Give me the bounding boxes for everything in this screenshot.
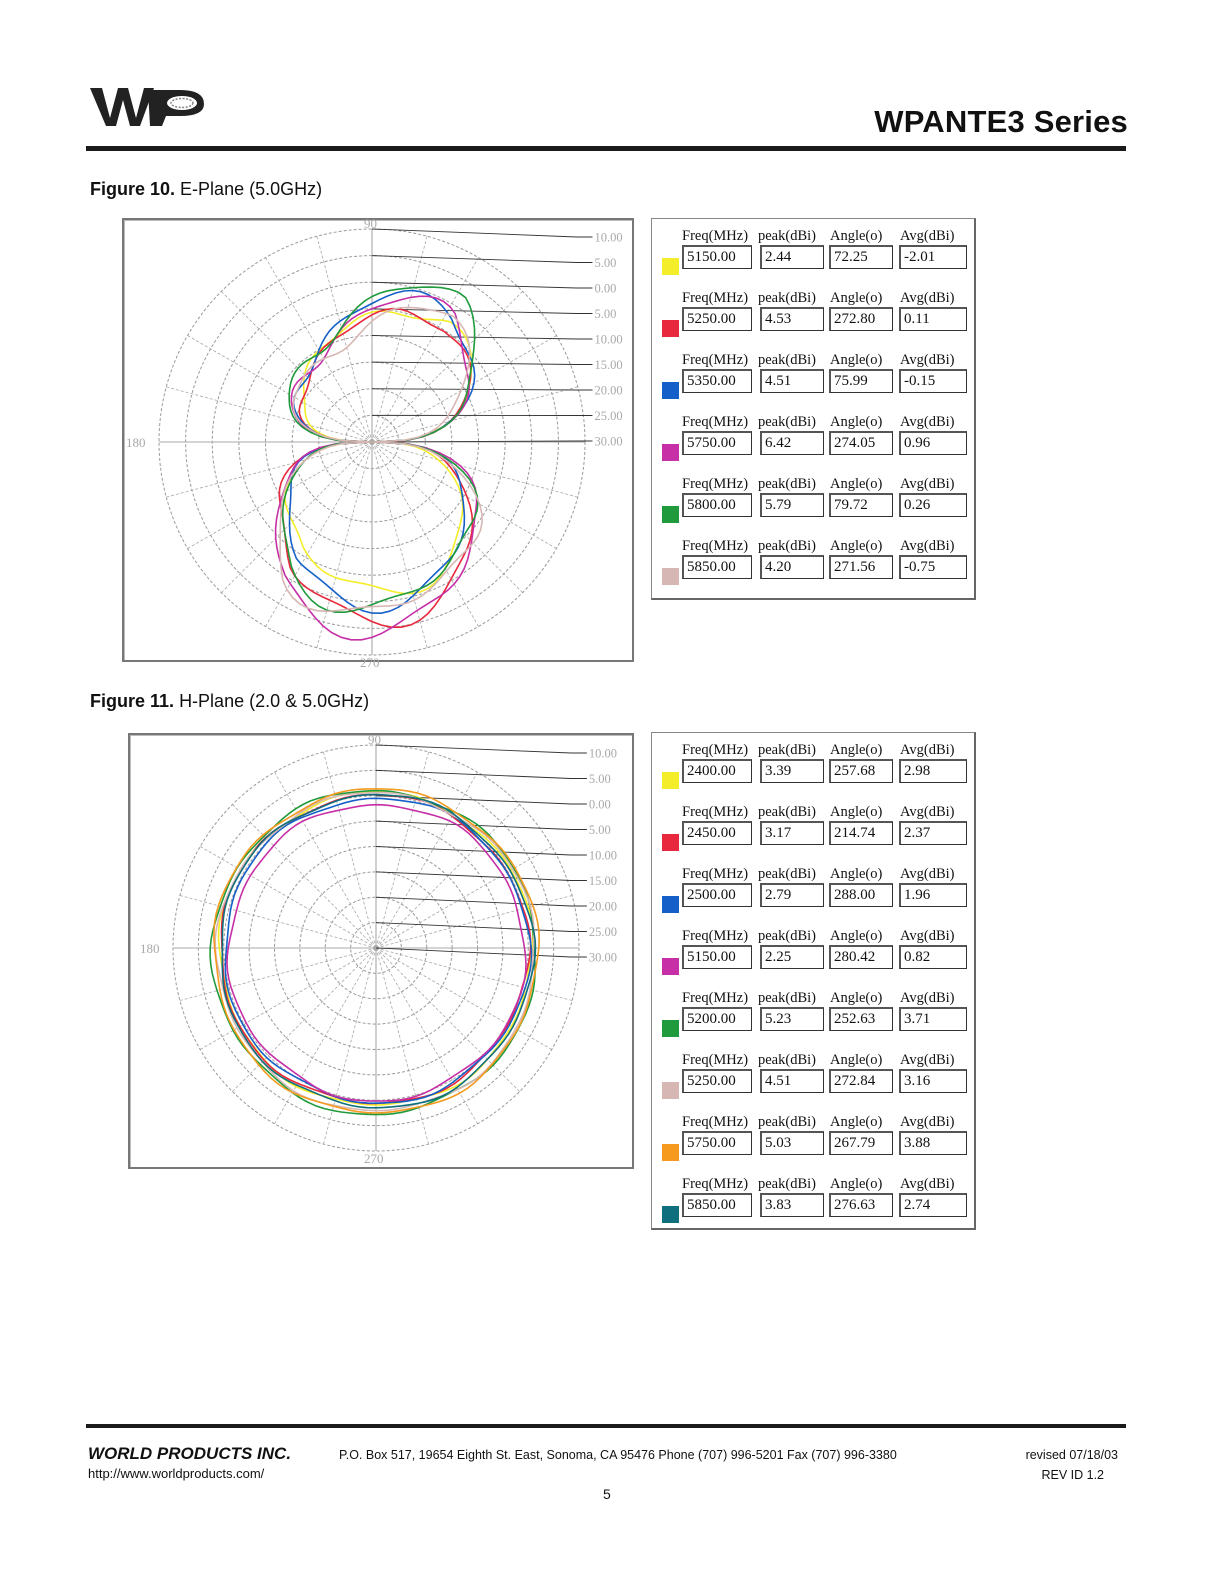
legend-header-peak: peak(dBi) [758,742,816,758]
legend-header-peak: peak(dBi) [758,804,816,820]
legend-header-peak: peak(dBi) [758,414,816,430]
legend-header-avg: Avg(dBi) [900,228,955,244]
grid-spoke [166,442,372,497]
radial-tick-label: 30.00 [588,950,618,965]
grid-spoke [376,752,429,948]
legend-angle-value: 267.79 [829,1131,893,1155]
angle-tick-label: 90 [368,732,381,747]
legend-avg-value: 2.74 [899,1193,967,1217]
legend-header-avg: Avg(dBi) [900,538,955,554]
legend-freq-value: 5350.00 [682,369,752,393]
legend-header-avg: Avg(dBi) [900,1114,955,1130]
legend-angle-value: 288.00 [829,883,893,907]
legend-header-angle: Angle(o) [830,990,883,1006]
legend-header-avg: Avg(dBi) [900,1052,955,1068]
radial-tick-label: 10.00 [594,230,623,245]
legend-color-swatch [662,444,679,461]
legend-header-avg: Avg(dBi) [900,990,955,1006]
legend-header-angle: Angle(o) [830,538,883,554]
legend-avg-value: 0.26 [899,493,967,517]
legend-angle-value: 72.25 [829,245,893,269]
e-plane-polar-grid [126,216,623,670]
e-plane-legend-entry [652,290,974,352]
legend-peak-value: 2.79 [760,883,824,907]
legend-header-peak: peak(dBi) [758,928,816,944]
e-plane-series-group [276,287,483,640]
radial-tick-label: 15.00 [588,874,618,888]
grid-spoke [372,442,427,648]
legend-header-avg: Avg(dBi) [900,866,955,882]
legend-header-angle: Angle(o) [830,928,883,944]
legend-avg-value: -2.01 [899,245,967,269]
legend-avg-value: 2.98 [899,759,967,783]
radial-tick-label: 30.00 [594,434,623,449]
legend-header-avg: Avg(dBi) [900,352,955,368]
legend-freq-value: 5200.00 [682,1007,752,1031]
legend-angle-value: 271.56 [829,555,893,579]
legend-angle-value: 280.42 [829,945,893,969]
h-plane-legend-entry [652,742,974,804]
legend-header-freq: Freq(MHz) [682,228,749,244]
radial-label-leader [372,362,592,364]
company-logo [88,82,206,130]
h-plane-series-2500.00 [225,798,531,1103]
legend-header-avg: Avg(dBi) [900,928,955,944]
legend-header-peak: peak(dBi) [758,538,816,554]
radial-tick-label: 20.00 [594,383,623,398]
legend-avg-value: 2.37 [899,821,967,845]
grid-spoke [376,948,478,1124]
radial-tick-label: 15.00 [594,358,623,372]
e-plane-legend-entry [652,228,974,290]
footer-rev-id: REV ID 1.2 [1041,1468,1104,1482]
legend-header-peak: peak(dBi) [758,1176,816,1192]
legend-peak-value: 2.44 [760,245,824,269]
radial-label-leader [376,770,587,778]
legend-color-swatch [662,1206,679,1223]
page-number: 5 [603,1486,611,1502]
h-plane-legend-entry [652,866,974,928]
grid-spoke [376,847,552,949]
h-plane-legend-entry [652,1052,974,1114]
legend-header-peak: peak(dBi) [758,866,816,882]
legend-avg-value: 0.82 [899,945,967,969]
radial-tick-label: 10.00 [594,332,623,347]
legend-angle-value: 272.84 [829,1069,893,1093]
radial-tick-label: 25.00 [588,925,618,939]
e-plane-legend-entry [652,414,974,476]
figure-11-title: H-Plane (2.0 & 5.0GHz) [179,691,370,711]
legend-freq-value: 5150.00 [682,945,752,969]
legend-header-avg: Avg(dBi) [900,1176,955,1192]
header-rule [86,146,1126,151]
e-plane-legend-entry [652,538,974,600]
radial-label-leader [372,282,592,288]
legend-angle-value: 214.74 [829,821,893,845]
legend-avg-value: -0.75 [899,555,967,579]
legend-color-swatch [662,258,679,275]
h-plane-polar-plot [128,733,634,1169]
legend-color-swatch [662,1144,679,1161]
grid-spoke [372,442,556,549]
angle-tick-label: 180 [126,435,146,450]
legend-header-freq: Freq(MHz) [682,414,749,430]
radial-tick-label: 25.00 [594,409,623,423]
angle-tick-label: 270 [360,655,380,670]
legend-peak-value: 2.25 [760,945,824,969]
h-plane-legend-entry [652,804,974,866]
radial-label-leader [376,745,587,753]
legend-avg-value: 3.71 [899,1007,967,1031]
legend-peak-value: 5.03 [760,1131,824,1155]
legend-header-angle: Angle(o) [830,804,883,820]
legend-header-peak: peak(dBi) [758,476,816,492]
legend-freq-value: 5150.00 [682,245,752,269]
legend-peak-value: 3.83 [760,1193,824,1217]
h-plane-legend [651,732,976,1230]
grid-spoke [188,336,372,443]
legend-color-swatch [662,958,679,975]
series-title: WPANTE3 Series [874,104,1128,139]
radial-tick-label: 5.00 [594,307,617,321]
figure-10-label: Figure 10. [90,179,176,199]
legend-header-angle: Angle(o) [830,476,883,492]
legend-header-angle: Angle(o) [830,352,883,368]
footer-url-link[interactable]: http://www.worldproducts.com/ [88,1466,265,1481]
radial-tick-label: 5.00 [588,823,611,837]
figure-10-caption [90,179,322,200]
legend-peak-value: 4.53 [760,307,824,331]
footer-company: WORLD PRODUCTS INC. [88,1444,292,1463]
angle-tick-label: 270 [364,1151,384,1166]
legend-freq-value: 5750.00 [682,431,752,455]
legend-header-avg: Avg(dBi) [900,804,955,820]
legend-header-avg: Avg(dBi) [900,742,955,758]
legend-header-avg: Avg(dBi) [900,476,955,492]
legend-peak-value: 4.51 [760,369,824,393]
legend-angle-value: 272.80 [829,307,893,331]
radial-tick-label: 10.00 [588,848,618,863]
legend-peak-value: 5.23 [760,1007,824,1031]
e-plane-legend-entry [652,476,974,538]
legend-color-swatch [662,506,679,523]
legend-freq-value: 2400.00 [682,759,752,783]
radial-tick-label: 20.00 [588,899,618,914]
grid-spoke [376,895,572,948]
legend-header-avg: Avg(dBi) [900,414,955,430]
legend-color-swatch [662,834,679,851]
legend-freq-value: 5250.00 [682,307,752,331]
legend-color-swatch [662,382,679,399]
legend-color-swatch [662,772,679,789]
legend-color-swatch [662,568,679,585]
legend-peak-value: 4.20 [760,555,824,579]
footer-address: P.O. Box 517, 19654 Eighth St. East, Sonoma, CA 95476 Phone (707) 996-5201 Fax (707) 996-3380 [339,1448,897,1462]
legend-header-peak: peak(dBi) [758,228,816,244]
legend-angle-value: 257.68 [829,759,893,783]
radial-tick-label: 0.00 [588,797,611,812]
radial-label-leader [372,336,592,340]
radial-label-leader [372,389,592,390]
figure-11-label: Figure 11. [90,691,175,711]
legend-header-angle: Angle(o) [830,228,883,244]
h-plane-legend-entry [652,928,974,990]
footer-revised-date: revised 07/18/03 [1025,1448,1118,1462]
h-plane-series-group [210,789,539,1115]
legend-avg-value: 3.88 [899,1131,967,1155]
legend-peak-value: 3.39 [760,759,824,783]
legend-angle-value: 79.72 [829,493,893,517]
radial-tick-label: 10.00 [588,746,618,761]
figure-10-title: E-Plane (5.0GHz) [180,179,323,199]
radial-tick-label: 5.00 [594,256,617,270]
legend-header-freq: Freq(MHz) [682,352,749,368]
h-plane-legend-entry [652,990,974,1052]
legend-freq-value: 5800.00 [682,493,752,517]
grid-spoke [376,948,520,1092]
grid-spoke [166,387,372,442]
legend-angle-value: 252.63 [829,1007,893,1031]
legend-color-swatch [662,1020,679,1037]
radial-tick-label: 0.00 [594,281,617,296]
legend-angle-value: 274.05 [829,431,893,455]
legend-header-angle: Angle(o) [830,866,883,882]
legend-freq-value: 5850.00 [682,555,752,579]
legend-freq-value: 5850.00 [682,1193,752,1217]
legend-header-angle: Angle(o) [830,290,883,306]
legend-header-freq: Freq(MHz) [682,538,749,554]
legend-header-angle: Angle(o) [830,1052,883,1068]
radial-label-leader [376,897,587,906]
legend-peak-value: 6.42 [760,431,824,455]
grid-spoke [232,804,376,948]
figure-11-caption [90,691,369,712]
legend-avg-value: 0.96 [899,431,967,455]
legend-header-angle: Angle(o) [830,742,883,758]
legend-header-avg: Avg(dBi) [900,290,955,306]
legend-header-peak: peak(dBi) [758,1052,816,1068]
angle-tick-label: 180 [140,941,160,956]
legend-color-swatch [662,896,679,913]
legend-header-freq: Freq(MHz) [682,1052,749,1068]
legend-avg-value: 1.96 [899,883,967,907]
legend-header-freq: Freq(MHz) [682,476,749,492]
legend-angle-value: 276.63 [829,1193,893,1217]
legend-color-swatch [662,320,679,337]
legend-header-peak: peak(dBi) [758,990,816,1006]
grid-spoke [180,895,376,948]
legend-angle-value: 75.99 [829,369,893,393]
legend-avg-value: 0.11 [899,307,967,331]
legend-header-freq: Freq(MHz) [682,866,749,882]
legend-avg-value: 3.16 [899,1069,967,1093]
legend-header-angle: Angle(o) [830,1114,883,1130]
legend-header-peak: peak(dBi) [758,1114,816,1130]
grid-spoke [372,387,578,442]
grid-spoke [372,236,427,442]
legend-header-peak: peak(dBi) [758,352,816,368]
e-plane-polar-plot [122,216,634,670]
legend-peak-value: 5.79 [760,493,824,517]
e-plane-legend-entry [652,352,974,414]
legend-header-freq: Freq(MHz) [682,742,749,758]
legend-freq-value: 2500.00 [682,883,752,907]
grid-spoke [266,442,373,626]
legend-header-freq: Freq(MHz) [682,804,749,820]
legend-color-swatch [662,1082,679,1099]
legend-header-angle: Angle(o) [830,414,883,430]
legend-header-peak: peak(dBi) [758,290,816,306]
h-plane-legend-entry [652,1114,974,1176]
legend-freq-value: 5250.00 [682,1069,752,1093]
legend-header-angle: Angle(o) [830,1176,883,1192]
grid-spoke [323,752,376,948]
legend-peak-value: 4.51 [760,1069,824,1093]
legend-header-freq: Freq(MHz) [682,990,749,1006]
radial-label-leader [372,229,592,237]
legend-avg-value: -0.15 [899,369,967,393]
h-plane-legend-entry [652,1176,974,1238]
legend-header-freq: Freq(MHz) [682,290,749,306]
legend-peak-value: 3.17 [760,821,824,845]
grid-spoke [317,236,372,442]
legend-header-freq: Freq(MHz) [682,1114,749,1130]
legend-freq-value: 5750.00 [682,1131,752,1155]
legend-header-freq: Freq(MHz) [682,928,749,944]
radial-tick-label: 5.00 [588,772,611,786]
e-plane-legend [651,218,976,600]
legend-header-freq: Freq(MHz) [682,1176,749,1192]
angle-tick-label: 90 [364,216,377,231]
radial-label-leader [376,948,587,957]
grid-spoke [232,948,376,1092]
footer-rule [86,1424,1126,1428]
legend-freq-value: 2450.00 [682,821,752,845]
